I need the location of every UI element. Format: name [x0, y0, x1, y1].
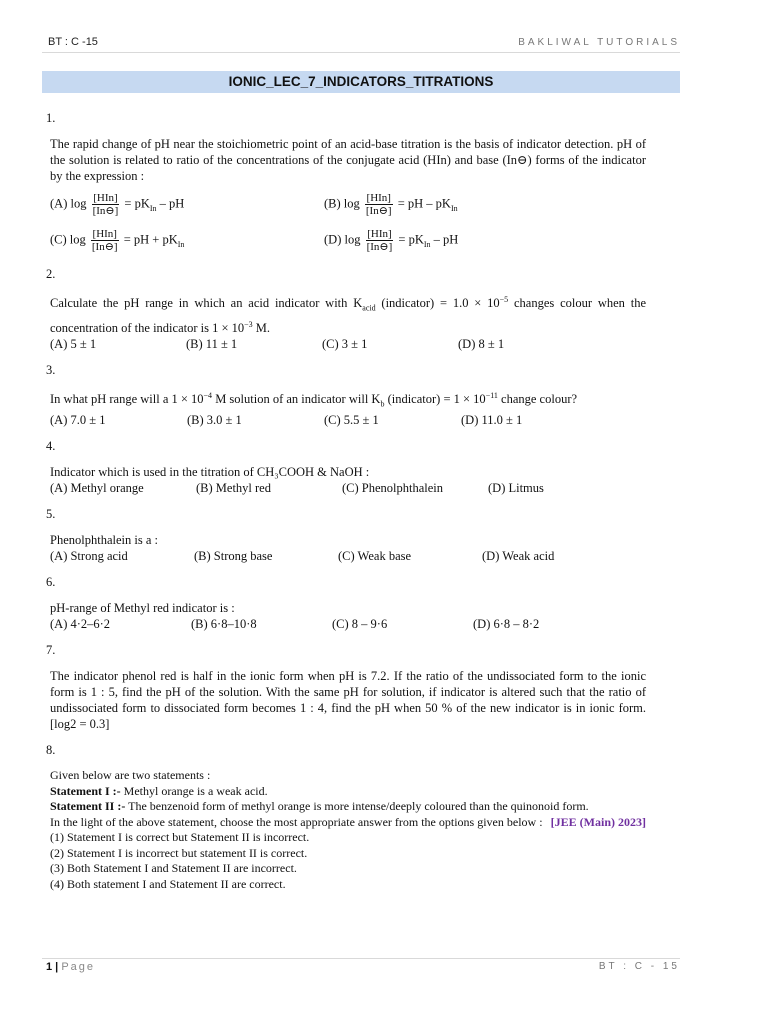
option-b: (B) Strong base: [194, 549, 273, 564]
answer-option-3: (3) Both Statement I and Statement II are incorrect.: [50, 861, 297, 876]
question-text: Phenolphthalein is a :: [50, 533, 158, 548]
option-c: (C) 3 ± 1: [322, 336, 368, 351]
question-intro: Given below are two statements :: [50, 768, 211, 783]
option-a: (A) log $\frac{\text{[HIn]}}{[In⊖]}$ = $pK_{In}$ – pH: [50, 191, 185, 217]
options-row: [46, 548, 646, 564]
answer-option-4: (4) Both statement I and Statement II are correct.: [50, 876, 286, 891]
option-a: (A) Strong acid: [50, 549, 128, 564]
option-a: (A) Methyl orange: [50, 481, 144, 496]
question-text: In what pH range will a $1 \times 10^{-4}$ M solution of an indicator will $K_b$ (indicator) = $1 \times 10^{-11}$ change colour?: [50, 390, 578, 409]
question-text: pH-range of Methyl red indicator is :: [50, 601, 235, 616]
options-row: [46, 616, 646, 632]
option-d: (D) log $\frac{\text{[HIn]}}{[In⊖]}$ = $pK_{In}$ – pH: [324, 227, 459, 253]
question-prompt: In the light of the above statement, choose the most appropriate answer from the options given below : [JEE (Main) 2023]: [50, 814, 646, 829]
question-number: 3.: [46, 362, 56, 377]
option-c: (C) 5.5 ± 1: [324, 413, 379, 428]
options-row: [46, 480, 646, 496]
question-number: 4.: [46, 439, 56, 454]
fraction: $\frac{\text{[HIn]}}{[In⊖]}$: [366, 227, 393, 253]
option-b: (B) 11 ± 1: [186, 336, 238, 351]
page-title: IONIC_LEC_7_INDICATORS_TITRATIONS: [42, 71, 680, 93]
options-row: [46, 412, 646, 428]
fraction: $\frac{\text{[HIn]}}{[In⊖]}$: [365, 191, 392, 217]
question-list: [46, 100, 646, 892]
page-header: [42, 36, 680, 53]
question-number: 5.: [46, 507, 56, 522]
page-footer: [42, 958, 680, 979]
option-b: (B) log $\frac{\text{[HIn]}}{[In⊖]}$ = pH – $pK_{In}$: [324, 191, 458, 217]
option-b: (B) Methyl red: [196, 481, 271, 496]
option-d: (D) 11.0 ± 1: [461, 413, 523, 428]
question-text: Indicator which is used in the titration of CH₃COOH & NaOH :: [50, 465, 370, 480]
option-d: (D) 6·8 – 8·2: [473, 617, 540, 632]
option-d: (D) Weak acid: [482, 549, 555, 564]
option-c: (C) Weak base: [338, 549, 412, 564]
option-b: (B) 3.0 ± 1: [187, 413, 242, 428]
options-row: [46, 224, 646, 256]
header-code: BT : C -15: [48, 36, 98, 48]
question-text: The indicator phenol red is half in the ionic form when pH is 7.2. If the ratio of the undissociated form to the ionic form is 1 : 5, find the pH of the solution. With the same pH for solution, if indicator is altered such that the ratio of undissociated form to dissociated form becomes 1 : 4, find the pH when 50 % of the new indicator is in ionic form. [log2 = 0.3]: [50, 669, 646, 732]
option-d: (D) 8 ± 1: [458, 336, 505, 351]
question-number: 7.: [46, 643, 56, 658]
option-a: (A) 4·2–6·2: [50, 617, 111, 632]
statement-2: Statement II :- The benzenoid form of methyl orange is more intense/deeply coloured than the quinonoid form.: [50, 799, 589, 814]
statement-1: Statement I :- Methyl orange is a weak acid.: [50, 783, 268, 798]
question-number: 6.: [46, 575, 56, 590]
page-number: 1 | Page: [46, 961, 96, 973]
footer-code: BT : C - 15: [598, 961, 680, 972]
question-number: 2.: [46, 267, 56, 281]
exam-tag: [JEE (Main) 2023]: [550, 814, 646, 829]
option-a: (A) 7.0 ± 1: [50, 413, 106, 428]
options-row: [46, 188, 646, 220]
question-number: 8.: [46, 743, 56, 758]
option-d: (D) Litmus: [488, 481, 544, 496]
fraction: $\frac{\text{[HIn]}}{[In⊖]}$: [92, 191, 119, 217]
options-row: [46, 336, 646, 352]
option-b: (B) 6·8–10·8: [191, 617, 257, 632]
question-text: Calculate the pH range in which an acid indicator with $K_{acid}$ (indicator) = $1.0 \times 10^{-5}$ changes colour when the concentration of the indicator is $1 \times 10^{-3}$ M.: [50, 295, 646, 335]
answer-option-1: (1) Statement I is correct but Statement II is incorrect.: [50, 830, 310, 845]
option-c: (C) Phenolphthalein: [342, 481, 444, 496]
fraction: $\frac{\text{[HIn]}}{[In⊖]}$: [91, 227, 118, 253]
question-number: 1.: [46, 111, 56, 125]
option-c: (C) 8 – 9·6: [332, 617, 388, 632]
question-text: The rapid change of pH near the stoichiometric point of an acid-base titration is the basis of indicator detection. pH of the solution is related to ratio of the concentrations of the conjugate acid (HIn) and base (In⊖) forms of the indicator by the expression :: [50, 137, 646, 183]
answer-option-2: (2) Statement I is incorrect but statement II is correct.: [50, 845, 308, 860]
header-brand: BAKLIWAL TUTORIALS: [518, 37, 680, 48]
option-c: (C) log $\frac{\text{[HIn]}}{[In⊖]}$ = pH + $pK_{In}$: [50, 227, 185, 253]
option-a: (A) 5 ± 1: [50, 336, 97, 351]
